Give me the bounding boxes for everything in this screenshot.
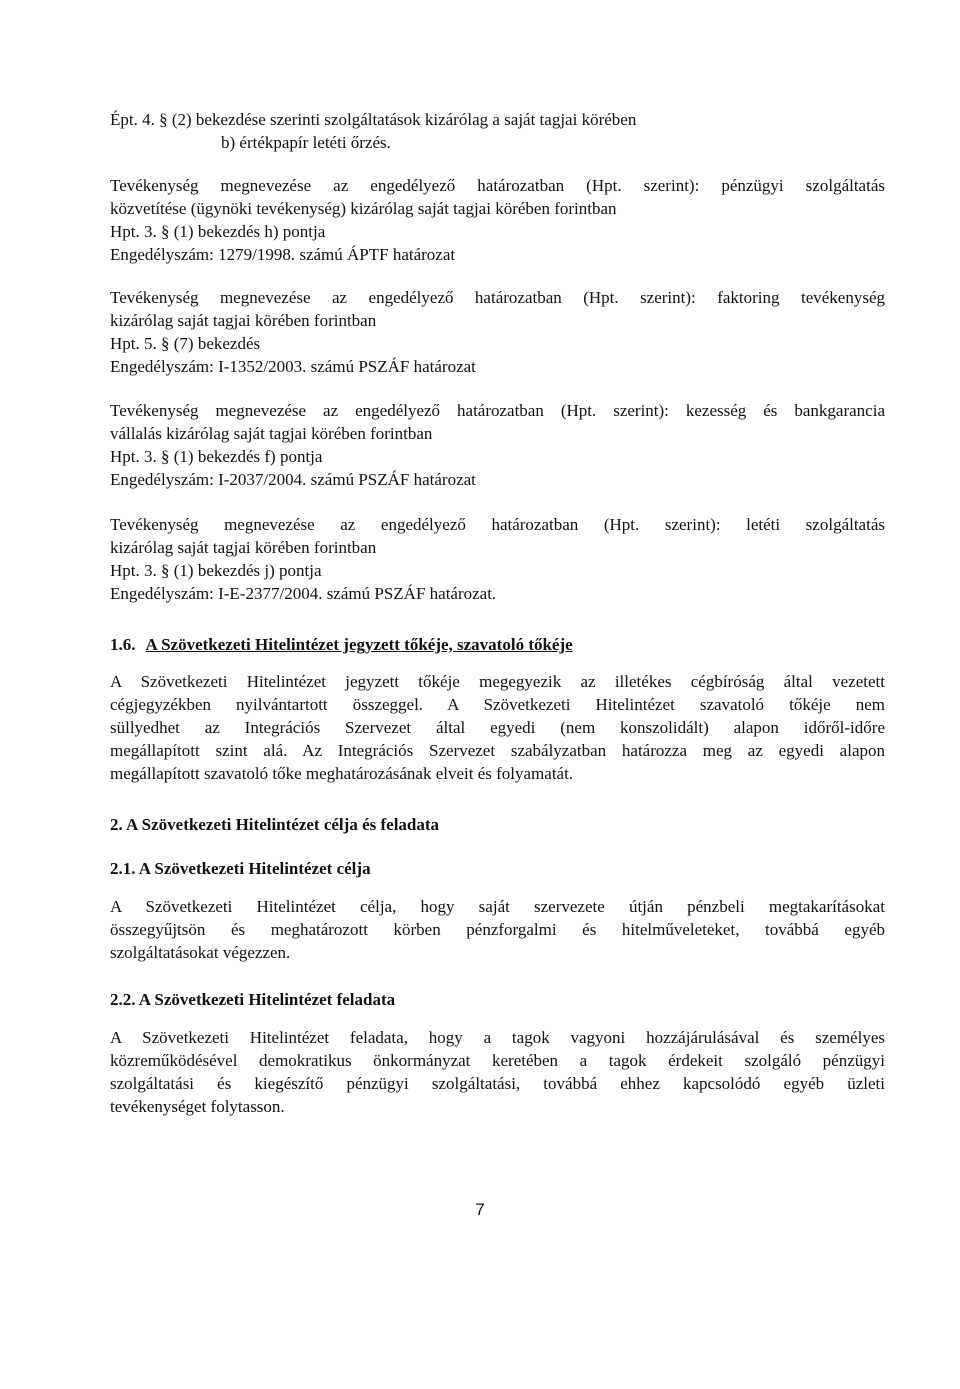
section-2-1-heading: 2.1. A Szövetkezeti Hitelintézet célja — [110, 859, 371, 878]
activity-name-line: Tevékenység megnevezése az engedélyező határozatban (Hpt. szerint): letéti szolgáltatás — [110, 515, 885, 534]
section-title: A Szövetkezeti Hitelintézet jegyzett tőkéje, szavatoló tőkéje — [145, 635, 573, 654]
activity-block-3 — [110, 399, 885, 491]
paragraph-line: szolgáltatási és kiegészítő pénzügyi szolgáltatási, továbbá ehhez kapcsolódó egyéb üzleti — [110, 1074, 885, 1093]
activity-block-4 — [110, 513, 885, 605]
page-number: 7 — [475, 1200, 485, 1219]
activity-name-line: Tevékenység megnevezése az engedélyező határozatban (Hpt. szerint): kezesség és bankgarancia — [110, 401, 885, 420]
activity-license: Engedélyszám: I-E-2377/2004. számú PSZÁF határozat. — [110, 584, 497, 603]
paragraph-line: megállapított szavatoló tőke meghatározásának elveit és folyamatát. — [110, 764, 574, 783]
section-2-2-heading: 2.2. A Szövetkezeti Hitelintézet feladata — [110, 990, 396, 1009]
intro-block — [110, 108, 885, 154]
paragraph-line: cégjegyzékben nyilvántartott összeggel. A Szövetkezeti Hitelintézet szavatoló tőkéje nem — [110, 695, 885, 714]
activity-legal-ref: Hpt. 3. § (1) bekezdés j) pontja — [110, 561, 322, 580]
activity-name-line: kizárólag saját tagjai körében forintban — [110, 538, 377, 557]
activity-legal-ref: Hpt. 3. § (1) bekezdés f) pontja — [110, 447, 323, 466]
activity-block-2 — [110, 286, 885, 378]
activity-name-line: Tevékenység megnevezése az engedélyező határozatban (Hpt. szerint): pénzügyi szolgáltatás — [110, 176, 885, 195]
section-2-2-paragraph — [110, 1026, 885, 1118]
section-number: 1.6. — [110, 635, 136, 654]
activity-license: Engedélyszám: I-2037/2004. számú PSZÁF határozat — [110, 470, 476, 489]
paragraph-line: megállapított szint alá. Az Integrációs Szervezet szabályzatban határozza meg az egyedi alapon — [110, 741, 885, 760]
activity-name-line: kizárólag saját tagjai körében forintban — [110, 311, 377, 330]
activity-name-line: Tevékenység megnevezése az engedélyező határozatban (Hpt. szerint): faktoring tevékenység — [110, 288, 885, 307]
activity-block-1 — [110, 174, 885, 266]
section-2-1-paragraph — [110, 895, 885, 964]
activity-license: Engedélyszám: 1279/1998. számú ÁPTF határozat — [110, 245, 456, 264]
paragraph-line: tevékenységet folytasson. — [110, 1097, 285, 1116]
paragraph-line: A Szövetkezeti Hitelintézet jegyzett tőkéje megegyezik az illetékes cégbíróság által vezetett — [110, 672, 885, 691]
paragraph-line: süllyedhet az Integrációs Szervezet által egyedi (nem konszolidált) alapon időről-időre — [110, 718, 885, 737]
intro-line: Épt. 4. § (2) bekezdése szerinti szolgáltatások kizárólag a saját tagjai körében — [110, 110, 637, 129]
section-2-heading: 2. A Szövetkezeti Hitelintézet célja és feladata — [110, 815, 440, 834]
paragraph-line: közreműködésével demokratikus önkormányzat keretében a tagok érdekeit szolgáló pénzügyi — [110, 1051, 885, 1070]
paragraph-line: szolgáltatásokat végezzen. — [110, 943, 291, 962]
intro-item-b: b) értékpapír letéti őrzés. — [221, 133, 391, 152]
activity-legal-ref: Hpt. 5. § (7) bekezdés — [110, 334, 261, 353]
section-1-6-heading — [110, 633, 885, 656]
activity-name-line: közvetítése (ügynöki tevékenység) kizárólag saját tagjai körében forintban — [110, 199, 617, 218]
activity-name-line: vállalás kizárólag saját tagjai körében forintban — [110, 424, 433, 443]
paragraph-line: A Szövetkezeti Hitelintézet célja, hogy saját szervezete útján pénzbeli megtakarításokat — [110, 897, 885, 916]
activity-license: Engedélyszám: I-1352/2003. számú PSZÁF határozat — [110, 357, 476, 376]
section-1-6-paragraph — [110, 670, 885, 785]
document-page — [110, 108, 885, 1118]
paragraph-line: összegyűjtsön és meghatározott körben pénzforgalmi és hitelműveleteket, továbbá egyéb — [110, 920, 885, 939]
paragraph-line: A Szövetkezeti Hitelintézet feladata, hogy a tagok vagyoni hozzájárulásával és személyes — [110, 1028, 885, 1047]
activity-legal-ref: Hpt. 3. § (1) bekezdés h) pontja — [110, 222, 326, 241]
